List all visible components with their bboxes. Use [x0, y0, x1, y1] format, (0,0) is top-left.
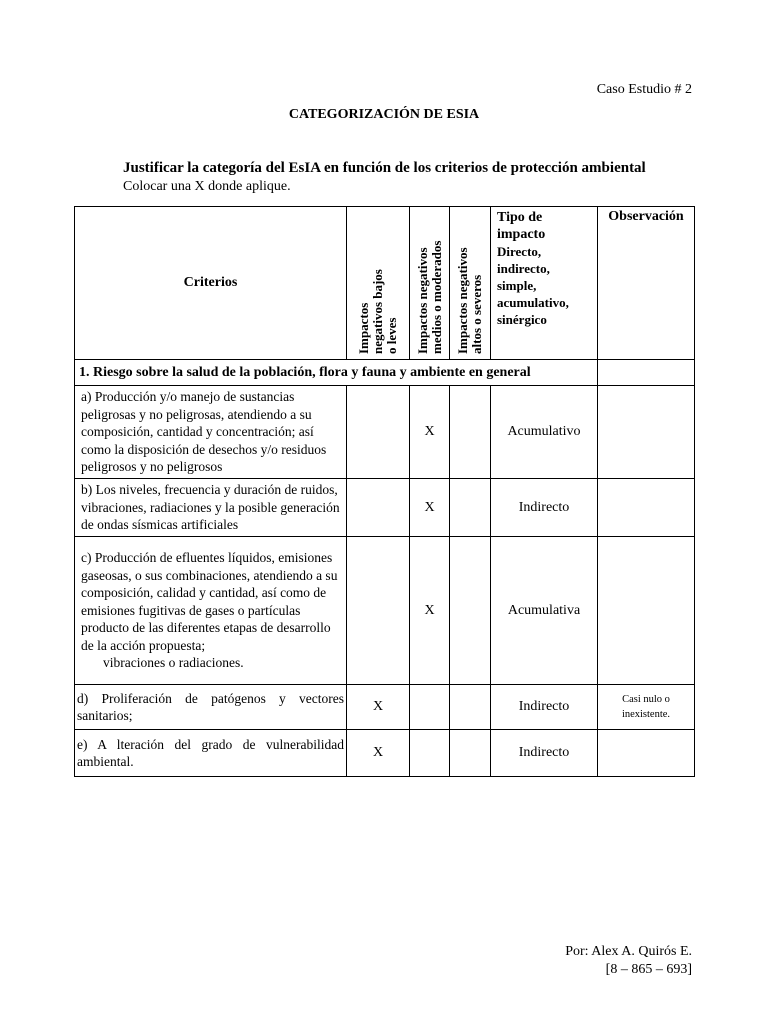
mark-bajos: [347, 479, 410, 537]
table-row: [75, 479, 695, 537]
tipo-cell: Acumulativa: [491, 537, 598, 685]
criterio-text: c) Producción de efluentes líquidos, emisiones gaseosas, o sus combinaciones, atendiendo a su composición, calidad y cantidad, así como de emisiones fugitivas de gases o partículas producto de las diferentes etapas de desarrollo de la acción propuesta;: [81, 550, 338, 653]
table-row: [75, 685, 695, 730]
header-bajos-label: Impactos negativos bajos o leves: [356, 269, 399, 354]
header-tipo: [491, 207, 598, 360]
header-tipo-options: Directo, indirecto, simple, acumulativo, sinérgico: [497, 244, 569, 327]
observacion-cell: [598, 537, 695, 685]
mark-medios: X: [410, 479, 450, 537]
mark-bajos: X: [347, 685, 410, 730]
tipo-cell: Acumulativo: [491, 386, 598, 479]
header-medios-label: Impactos negativos medios o moderados: [414, 240, 444, 354]
tipo-cell: Indirecto: [491, 479, 598, 537]
case-study-label: Caso Estudio # 2: [596, 82, 692, 97]
mark-bajos: [347, 386, 410, 479]
criterio-cell: [75, 537, 347, 685]
criterio-text-extra: vibraciones o radiaciones.: [103, 655, 244, 671]
mark-altos: [450, 730, 491, 777]
justification-heading: Justificar la categoría del EsIA en función de los criterios de protección ambiental: [123, 160, 646, 176]
mark-altos: [450, 685, 491, 730]
mark-bajos: [347, 537, 410, 685]
mark-medios: [410, 685, 450, 730]
mark-medios: [410, 730, 450, 777]
instruction-text: Colocar una X donde aplique.: [123, 179, 291, 194]
mark-altos: [450, 386, 491, 479]
section-row: [75, 360, 695, 386]
author-name: Por: Alex A. Quirós E.: [565, 944, 692, 959]
section-1-title: 1. Riesgo sobre la salud de la población, flora y fauna y ambiente en general: [75, 360, 598, 386]
criterio-cell: b) Los niveles, frecuencia y duración de ruidos, vibraciones, radiaciones y la posible generación de ondas sísmicas artificiales: [75, 479, 347, 537]
criterio-cell: e) A lteración del grado de vulnerabilidad ambiental.: [75, 730, 347, 777]
tipo-cell: Indirecto: [491, 685, 598, 730]
table-row: [75, 730, 695, 777]
criterio-cell: a) Producción y/o manejo de sustancias peligrosas y no peligrosas, atendiendo a su composición, cantidad y concentración; así como la disposición de desechos y/o residuos peligrosos y no peligrosos: [75, 386, 347, 479]
mark-medios: X: [410, 386, 450, 479]
tipo-cell: Indirecto: [491, 730, 598, 777]
header-altos: [450, 207, 491, 360]
header-tipo-title: Tipo de impacto: [497, 210, 546, 242]
document-title: CATEGORIZACIÓN DE ESIA: [288, 107, 480, 122]
mark-bajos: X: [347, 730, 410, 777]
header-bajos: [347, 207, 410, 360]
observacion-cell: [598, 730, 695, 777]
header-criterios: Criterios: [75, 207, 347, 360]
header-observacion: Observación: [598, 207, 695, 360]
observacion-cell: Casi nulo o inexistente.: [598, 685, 695, 730]
criterio-cell: d) Proliferación de patógenos y vectores sanitarios;: [75, 685, 347, 730]
observacion-cell: [598, 479, 695, 537]
mark-altos: [450, 479, 491, 537]
table-row: [75, 537, 695, 685]
observacion-cell: [598, 386, 695, 479]
criteria-table: [74, 206, 695, 777]
header-medios: [410, 207, 450, 360]
table-row: [75, 386, 695, 479]
header-altos-label: Impactos negativos altos o severos: [455, 247, 484, 354]
mark-altos: [450, 537, 491, 685]
author-id: [8 – 865 – 693]: [605, 962, 692, 977]
mark-medios: X: [410, 537, 450, 685]
table-header-row: [75, 207, 695, 360]
author-block: [565, 943, 692, 979]
